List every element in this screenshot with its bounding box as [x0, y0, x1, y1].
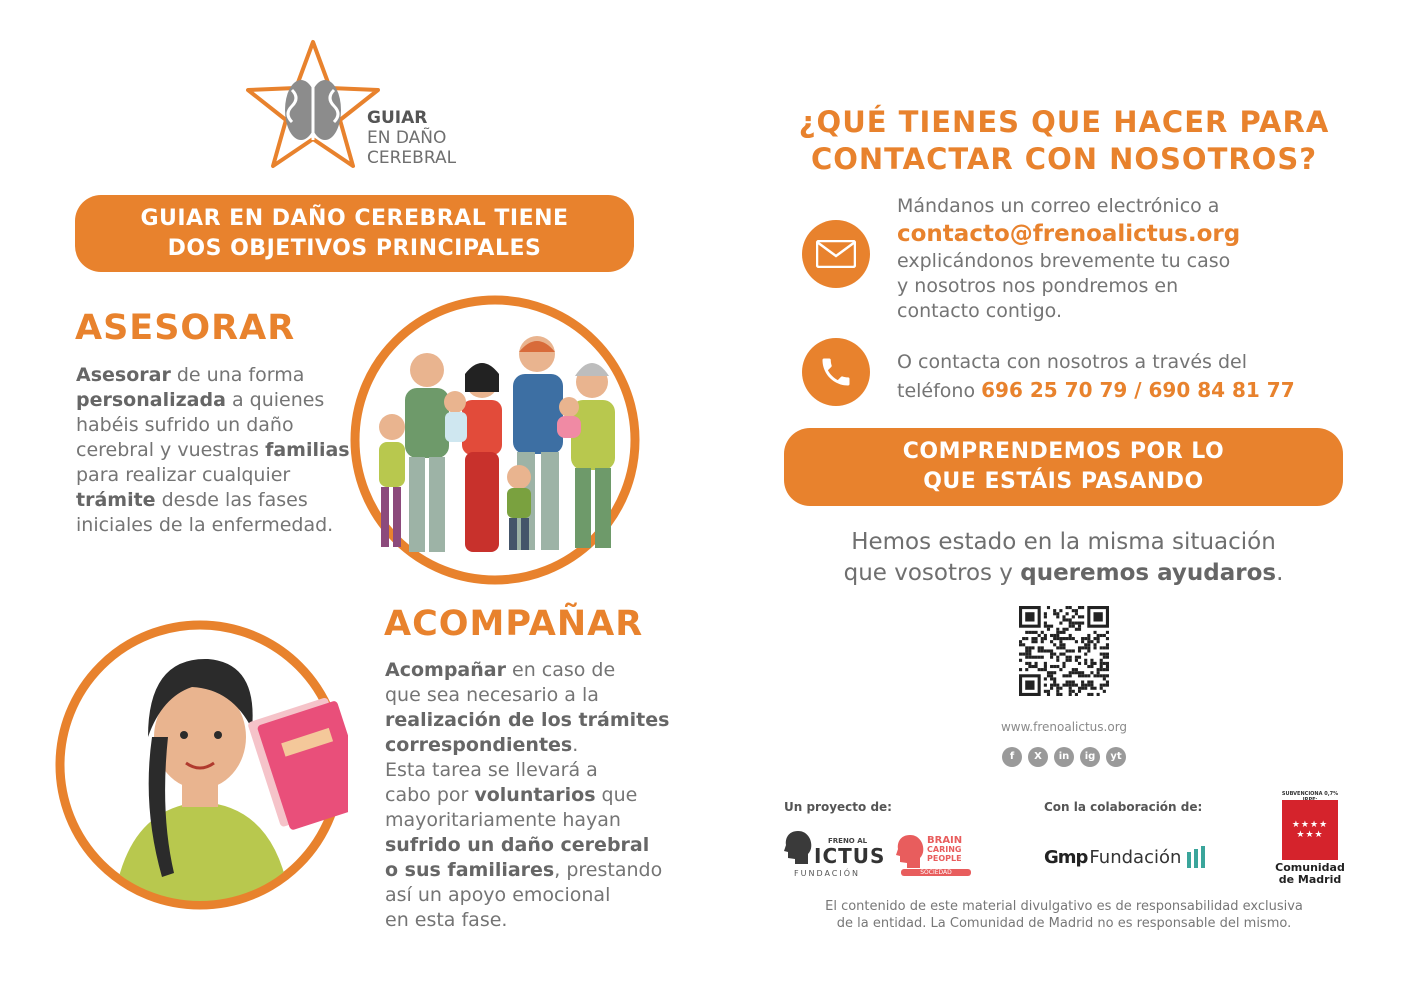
- asesorar-t2: de una forma: [170, 364, 305, 386]
- disclaimer-line1: El contenido de este material divulgativo es de responsabilidad exclusiva: [825, 899, 1303, 914]
- facebook-icon[interactable]: f: [1002, 747, 1022, 767]
- freno-sub: FUNDACIÓN: [794, 869, 861, 878]
- acompanar-t1: Acompañar: [385, 659, 506, 681]
- acompanar-text: [385, 658, 675, 933]
- asesorar-t7: familias: [265, 439, 350, 461]
- freno-ictus-logo: [784, 830, 886, 880]
- acompanar-t8: cabo por: [385, 784, 475, 806]
- gmp-fund-text: Fundación: [1089, 846, 1182, 868]
- email-line4: contacto contigo.: [897, 300, 1062, 322]
- project-label: Un proyecto de:: [784, 800, 892, 814]
- madrid-text: [1270, 862, 1350, 886]
- understanding-banner-line1: COMPRENDEMOS POR LO: [902, 439, 1225, 464]
- situation-line1: Hemos estado en la misma situación: [851, 529, 1276, 555]
- understanding-banner-line2: QUE ESTÁIS PASANDO: [923, 469, 1204, 494]
- objectives-banner: [75, 195, 634, 272]
- phone-line1: O contacta con nosotros a través del: [897, 351, 1248, 373]
- asesorar-t4: a quienes: [225, 389, 325, 411]
- linkedin-icon[interactable]: in: [1054, 747, 1074, 767]
- objectives-banner-line1: GUIAR EN DAÑO CEREBRAL TIENE: [140, 205, 569, 231]
- acompanar-t6: .: [572, 734, 579, 756]
- email-block: [897, 194, 1240, 324]
- gmp-fundacion-logo: [1044, 842, 1205, 872]
- phone-numbers[interactable]: 696 25 70 79 / 690 84 81 77: [981, 378, 1295, 402]
- freno-small: FRENO AL: [828, 837, 868, 845]
- understanding-banner: [784, 428, 1343, 506]
- acompanar-t9: voluntarios: [474, 784, 596, 806]
- acompanar-t4: realización de los trámites: [385, 709, 670, 731]
- asesorar-t9: trámite: [76, 489, 156, 511]
- email-line1: Mándanos un correo electrónico a: [897, 195, 1220, 217]
- situation-line2b: queremos ayudaros: [1020, 560, 1277, 586]
- acompanar-t13: o sus familiares: [385, 859, 555, 881]
- instagram-icon[interactable]: ig: [1080, 747, 1100, 767]
- acompanar-t14: , prestando: [554, 859, 663, 881]
- x-icon[interactable]: X: [1028, 747, 1048, 767]
- acompanar-t11: mayoritariamente hayan: [385, 809, 621, 831]
- brain-line1: BRAIN: [927, 835, 963, 846]
- acompanar-t16: en esta fase.: [385, 909, 508, 931]
- situation-text: [784, 527, 1343, 589]
- madrid-line2: de Madrid: [1278, 873, 1342, 886]
- logo-line2: EN DAÑO: [367, 128, 447, 148]
- brain-head-icon: [895, 834, 925, 868]
- brain-line2: CARING: [927, 845, 962, 854]
- freno-big: ICTUS: [814, 844, 886, 868]
- phone-icon: [802, 338, 870, 406]
- objectives-banner-line2: DOS OBJETIVOS PRINCIPALES: [167, 235, 542, 261]
- subsidy-label: SUBVENCIONA 0,7%: [1281, 791, 1339, 797]
- acompanar-title: ACOMPAÑAR: [384, 604, 644, 644]
- email-link[interactable]: contacto@frenoalictus.org: [897, 221, 1241, 247]
- situation-line2a: que vosotros y: [843, 560, 1021, 586]
- acompanar-t7: Esta tarea se llevará a: [385, 759, 598, 781]
- woman-illustration: [52, 617, 348, 913]
- acompanar-t5: correspondientes: [385, 734, 573, 756]
- situation-line2c: .: [1276, 560, 1284, 586]
- acompanar-t3: que sea necesario a la: [385, 684, 599, 706]
- brain-caring-logo: [895, 834, 975, 880]
- email-line3: y nosotros nos pondremos en: [897, 275, 1179, 297]
- madrid-line1: Comunidad: [1275, 861, 1345, 874]
- acompanar-t12: sufrido un daño cerebral: [385, 834, 650, 856]
- head-icon: [784, 830, 812, 864]
- asesorar-t10: desde las fases: [155, 489, 308, 511]
- youtube-icon[interactable]: yt: [1106, 747, 1126, 767]
- star-brain-icon: [246, 38, 381, 173]
- acompanar-t15: así un apoyo emocional: [385, 884, 611, 906]
- logo: [246, 38, 476, 173]
- gmp-bars-icon: [1187, 846, 1205, 868]
- brain-line3: PEOPLE: [927, 854, 962, 863]
- phone-block: [897, 348, 1295, 405]
- phone-line2: teléfono: [897, 380, 982, 402]
- asesorar-t3: personalizada: [76, 389, 226, 411]
- contact-title-line2: CONTACTAR CON NOSOTROS?: [810, 142, 1318, 176]
- logo-line3: CEREBRAL: [367, 148, 457, 168]
- asesorar-t6: cerebral y vuestras: [76, 439, 266, 461]
- brain-line4: SOCIEDAD: [901, 869, 971, 876]
- asesorar-t1: Asesorar: [76, 364, 171, 386]
- website-url[interactable]: www.frenoalictus.org: [1000, 720, 1128, 734]
- disclaimer-line2: de la entidad. La Comunidad de Madrid no es responsable del mismo.: [836, 916, 1292, 931]
- qr-code[interactable]: [1019, 606, 1109, 696]
- logo-line1: GUIAR: [367, 108, 428, 128]
- gmp-text: Gmp: [1044, 846, 1088, 868]
- acompanar-t2: en caso de: [505, 659, 616, 681]
- asesorar-title: ASESORAR: [75, 308, 296, 348]
- email-icon: [802, 220, 870, 288]
- contact-title-line1: ¿QUÉ TIENES QUE HACER PARA: [798, 105, 1330, 139]
- disclaimer: [780, 898, 1348, 932]
- asesorar-t11: iniciales de la enfermedad.: [76, 514, 334, 536]
- email-line2: explicándonos brevemente tu caso: [897, 250, 1231, 272]
- acompanar-t10: que: [595, 784, 638, 806]
- social-icons: [964, 744, 1164, 767]
- contact-title: [780, 104, 1348, 178]
- collab-label: Con la colaboración de:: [1044, 800, 1203, 814]
- asesorar-text: [76, 363, 356, 538]
- asesorar-t5: habéis sufrido un daño: [76, 414, 294, 436]
- asesorar-t8: para realizar cualquier: [76, 464, 291, 486]
- madrid-flag-icon: ★★★★ ★★★: [1282, 800, 1338, 860]
- family-illustration: [347, 292, 643, 588]
